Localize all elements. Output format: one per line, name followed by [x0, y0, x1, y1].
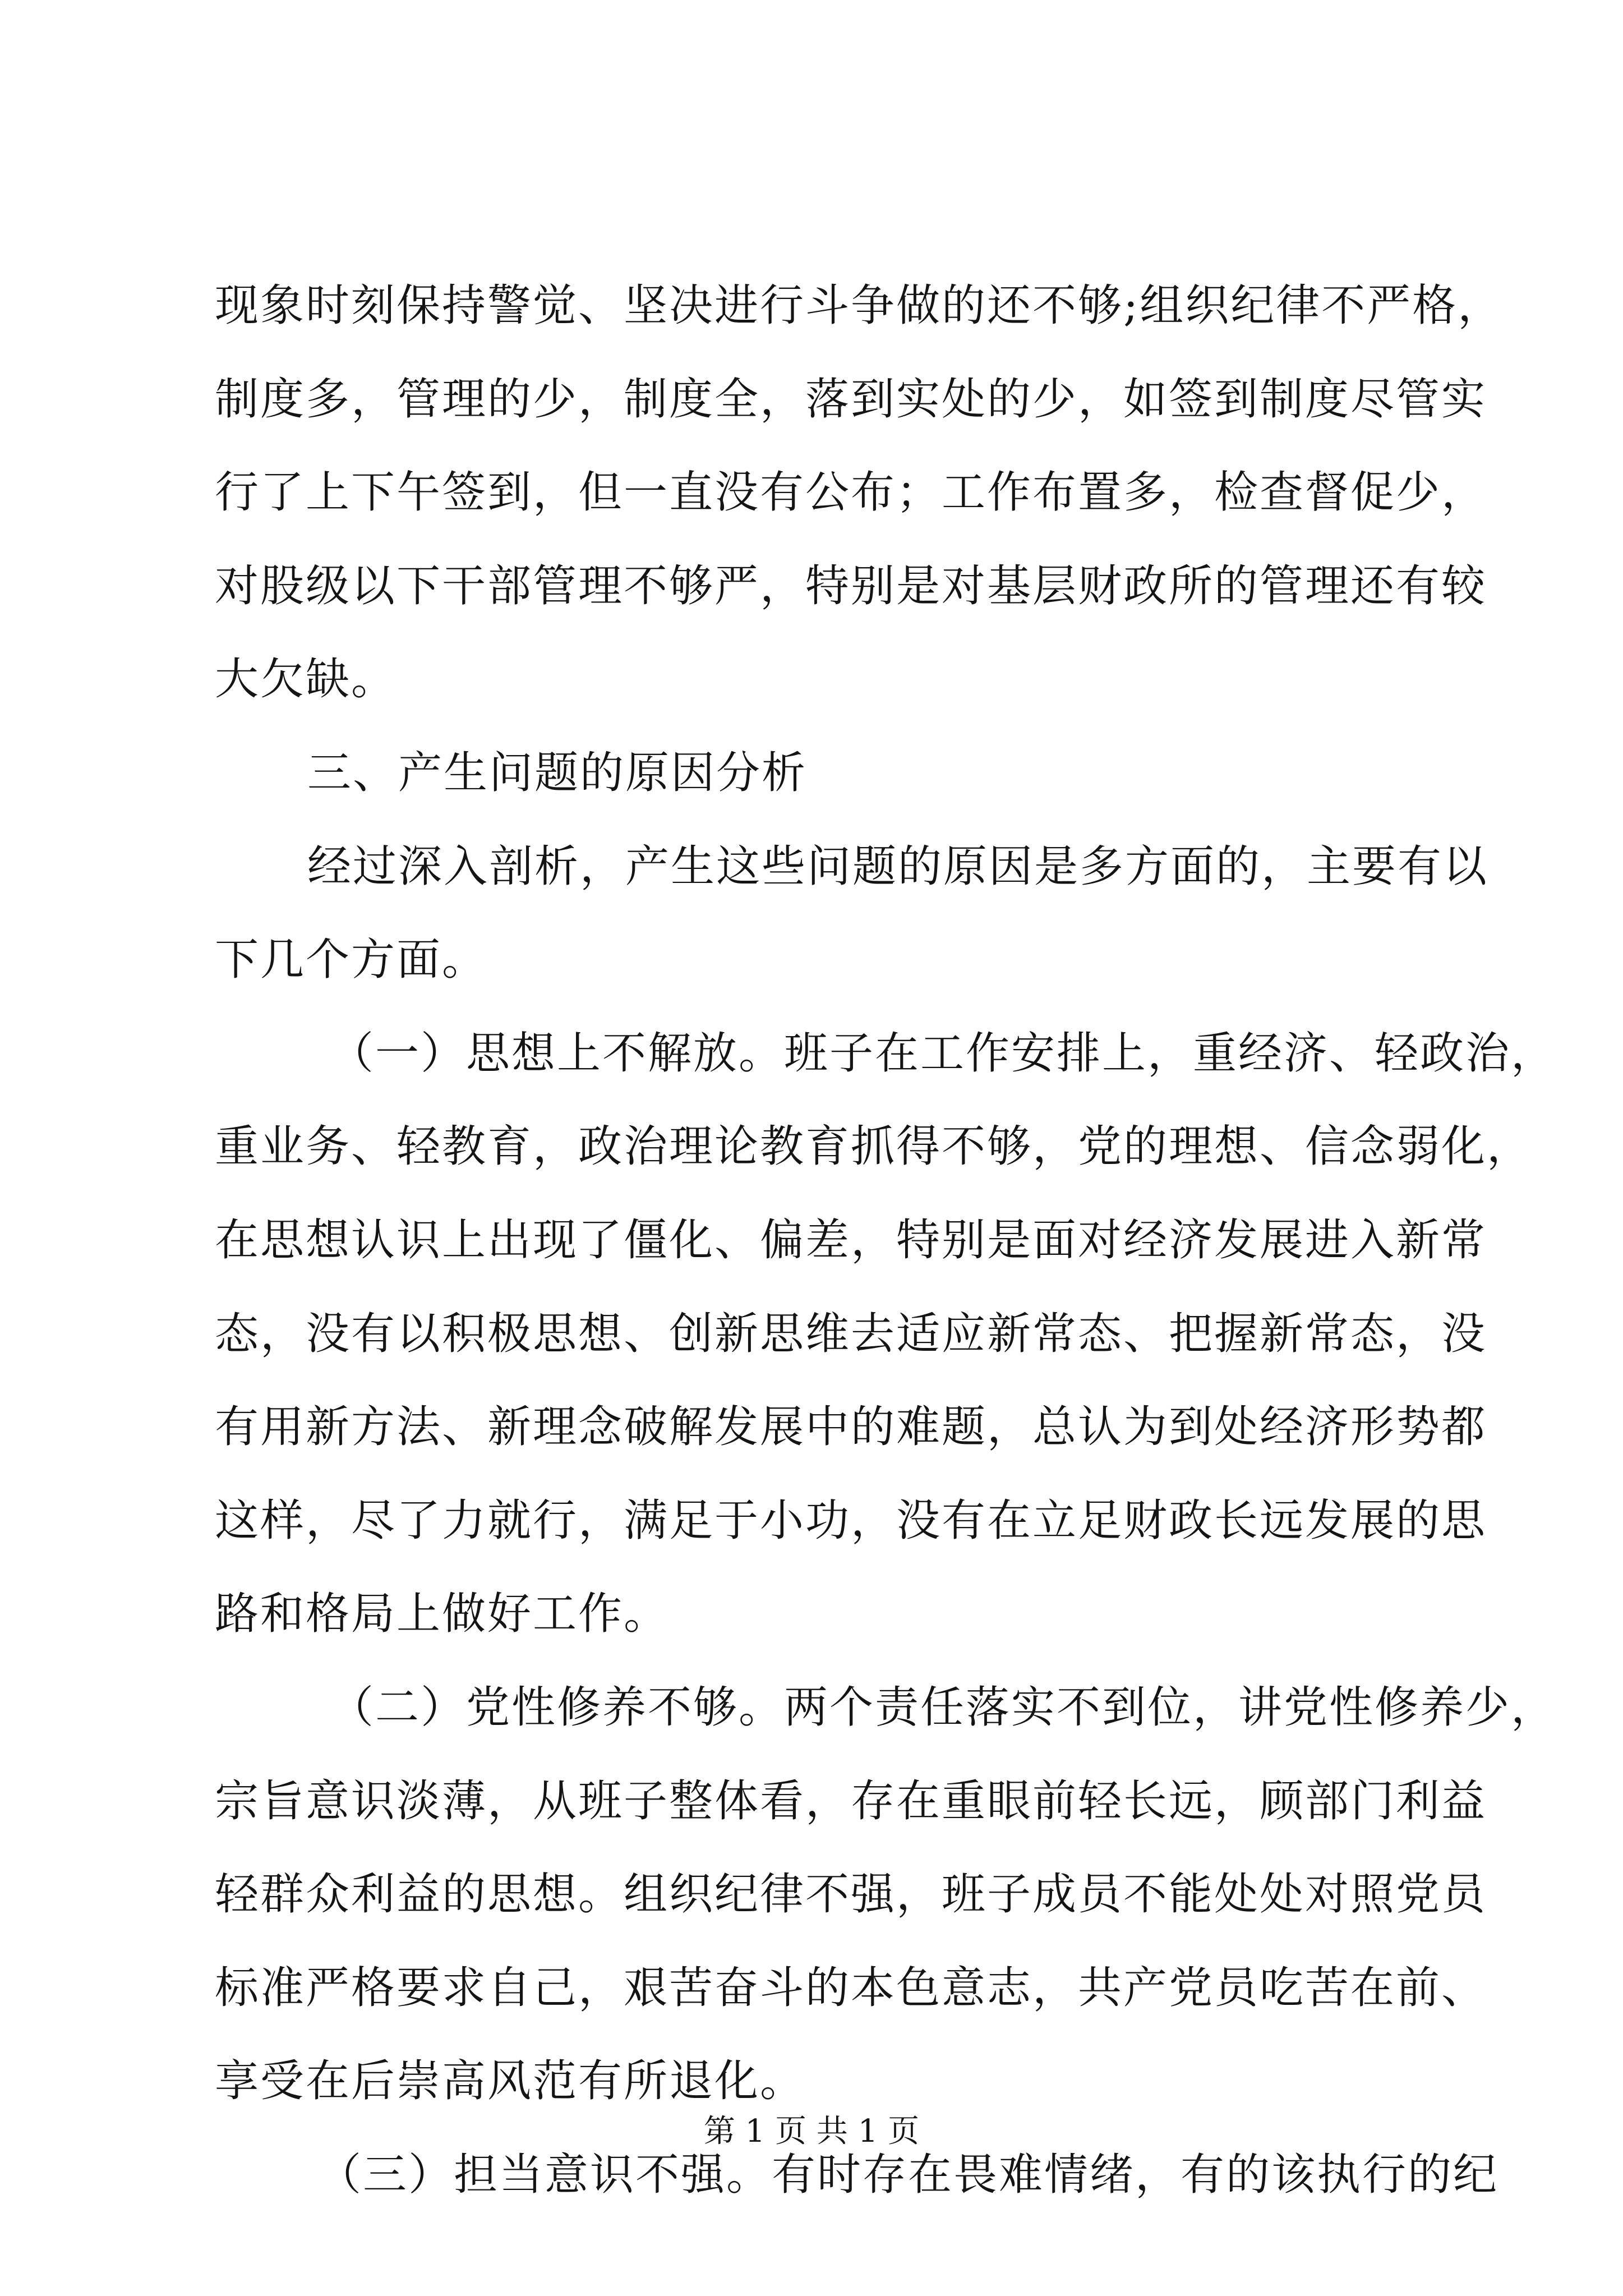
document-body: [215, 259, 1557, 2221]
subsection-line: （三）担当意识不强。有时存在畏难情绪，有的该执行的纪: [317, 2149, 1499, 2200]
text-line: 享受在后崇高风范有所退化。: [215, 2056, 806, 2107]
text-line: 态，没有以积极思想、创新思维去适应新常态、把握新常态，没: [215, 1308, 1487, 1359]
text-line: 有用新方法、新理念破解发展中的难题，总认为到处经济形势都: [215, 1402, 1487, 1453]
text-line: 轻群众利益的思想。组织纪律不强，班子成员不能处处对照党员: [215, 1869, 1487, 1920]
section-heading: 三、产生问题的原因分析: [307, 747, 808, 798]
text-line: 下几个方面。: [215, 935, 488, 986]
text-line: 大欠缺。: [215, 654, 397, 705]
subsection-line: （一）思想上不解放。班子在工作安排上，重经济、轻政治，: [330, 1028, 1557, 1079]
page-footer: 第 1 页 共 1 页: [703, 2113, 920, 2150]
text-line: 重业务、轻教育，政治理论教育抓得不够，党的理想、信念弱化，: [215, 1121, 1533, 1172]
text-line: 行了上下午签到，但一直没有公布；工作布置多，检查督促少，: [215, 467, 1487, 518]
text-line: 标准严格要求自己，艰苦奋斗的本色意志，共产党员吃苦在前、: [215, 1962, 1487, 2013]
subsection-line: （二）党性修养不够。两个责任落实不到位，讲党性修养少，: [330, 1682, 1557, 1733]
text-line: 对股级以下干部管理不够严，特别是对基层财政所的管理还有较: [215, 560, 1487, 611]
text-line: 经过深入剖析，产生这些问题的原因是多方面的，主要有以: [307, 841, 1489, 892]
text-line: 路和格局上做好工作。: [215, 1589, 670, 1640]
text-line: 制度多，管理的少，制度全，落到实处的少，如签到制度尽管实: [215, 374, 1487, 425]
text-line: 现象时刻保持警觉、坚决进行斗争做的还不够;组织纪律不严格，: [215, 280, 1504, 331]
text-line: 这样，尽了力就行，满足于小功，没有在立足财政长远发展的思: [215, 1495, 1487, 1546]
text-line: 宗旨意识淡薄，从班子整体看，存在重眼前轻长远，顾部门利益: [215, 1775, 1487, 1826]
text-line: 在思想认识上出现了僵化、偏差，特别是面对经济发展进入新常: [215, 1214, 1487, 1266]
